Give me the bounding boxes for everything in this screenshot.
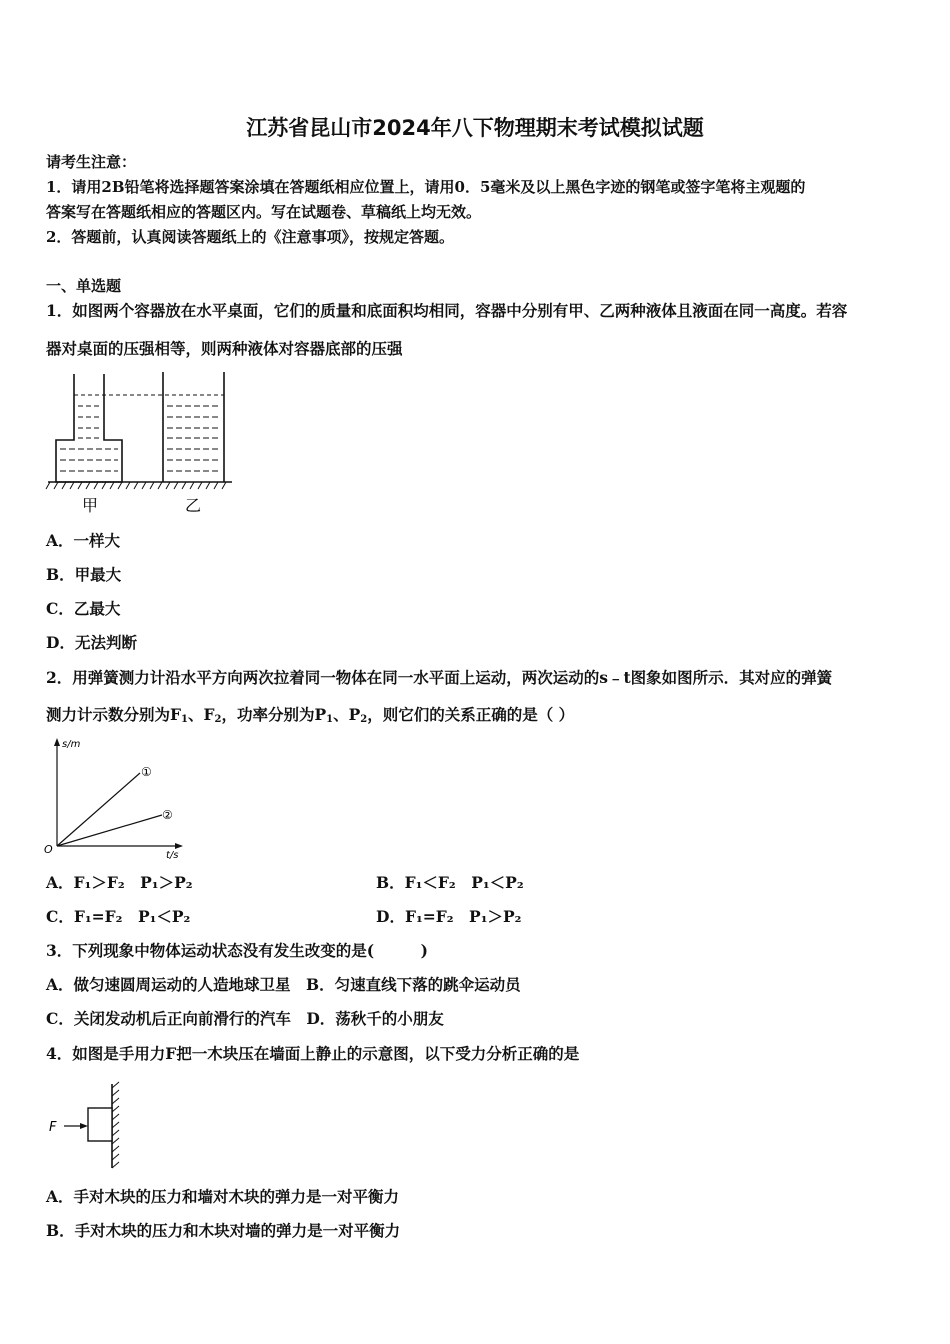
container-b-label: 乙	[185, 496, 202, 515]
q3-options-row-2[interactable]: C．关闭发动机后正向前滑行的汽车 D．荡秋千的小朋友	[46, 1009, 444, 1028]
q4-text: 4．如图是手用力F把一木块压在墙面上静止的示意图，以下受力分析正确的是	[46, 1044, 580, 1063]
q4-force-figure	[44, 1080, 144, 1172]
y-axis-label: s/m	[62, 739, 81, 750]
q4-option-b[interactable]: B．手对木块的压力和木块对墙的弹力是一对平衡力	[46, 1221, 401, 1240]
notice-line-1: 1．请用2B铅笔将选择题答案涂填在答题纸相应位置上，请用0．5毫米及以上黑色字迹的钢笔或签字笔将主观题的	[46, 178, 806, 196]
q1-option-b[interactable]: B．甲最大	[46, 565, 122, 584]
q3-options-row-1[interactable]: A．做匀速圆周运动的人造地球卫星 B．匀速直线下落的跳伞运动员	[46, 975, 521, 994]
x-axis-arrow	[175, 843, 183, 849]
force-label: F	[49, 1120, 57, 1135]
line-2-label: ②	[162, 808, 173, 822]
ground-hatching	[46, 482, 226, 489]
q2-st-graph	[40, 734, 190, 862]
q1-text-line-1: 1．如图两个容器放在水平桌面，它们的质量和底面积均相同，容器中分别有甲、乙两种液体且液面在同一高度。若容	[46, 301, 848, 320]
q2-option-c[interactable]: C．F₁=F₂ P₁＜P₂	[46, 907, 191, 926]
q1-option-a[interactable]: A．一样大	[46, 531, 121, 550]
q2-option-d[interactable]: D．F₁=F₂ P₁＞P₂	[376, 907, 522, 926]
notice-line-2: 2．答题前，认真阅读答题纸上的《注意事项》，按规定答题。	[46, 228, 454, 246]
line-2	[57, 815, 162, 846]
q1-text-line-2: 器对桌面的压强相等，则两种液体对容器底部的压强	[46, 339, 403, 358]
origin-label: O	[44, 843, 53, 856]
q1-containers-figure	[44, 368, 244, 518]
line-1	[57, 773, 140, 846]
y-axis-arrow	[54, 738, 60, 746]
liquid-b	[167, 406, 220, 471]
container-a-label: 甲	[82, 496, 99, 515]
liquid-a	[60, 406, 118, 471]
x-axis-label: t/s	[166, 850, 179, 861]
line-1-label: ①	[141, 765, 152, 779]
q2-text-line-2: 测力计示数分别为$F_1$、$F_2$，功率分别为$P_1$、$P_2$，则它们的关系正确的是（ ）	[46, 705, 575, 725]
wall-hatching	[112, 1082, 119, 1168]
notice-heading: 请考生注意：	[46, 153, 137, 171]
force-arrow-head	[80, 1123, 88, 1129]
page-title: 江苏省昆山市2024年八下物理期末考试模拟试题	[246, 116, 704, 140]
notice-line-1b: 答案写在答题纸相应的答题区内。写在试题卷、草稿纸上均无效。	[46, 203, 482, 221]
q2-option-a[interactable]: A．F₁＞F₂ P₁＞P₂	[46, 873, 193, 892]
q1-option-c[interactable]: C．乙最大	[46, 599, 121, 618]
q3-text: 3．下列现象中物体运动状态没有发生改变的是( )	[46, 941, 428, 960]
q4-option-a[interactable]: A．手对木块的压力和墙对木块的弹力是一对平衡力	[46, 1187, 400, 1206]
wood-block	[88, 1108, 112, 1141]
q1-option-d[interactable]: D．无法判断	[46, 633, 137, 652]
section-heading: 一、单选题	[46, 277, 122, 295]
q2-text-line-1: 2．用弹簧测力计沿水平方向两次拉着同一物体在同一水平面上运动，两次运动的s﹣t图象如图所示．其对应的弹簧	[46, 668, 833, 687]
q2-option-b[interactable]: B．F₁＜F₂ P₁＜P₂	[376, 873, 524, 892]
